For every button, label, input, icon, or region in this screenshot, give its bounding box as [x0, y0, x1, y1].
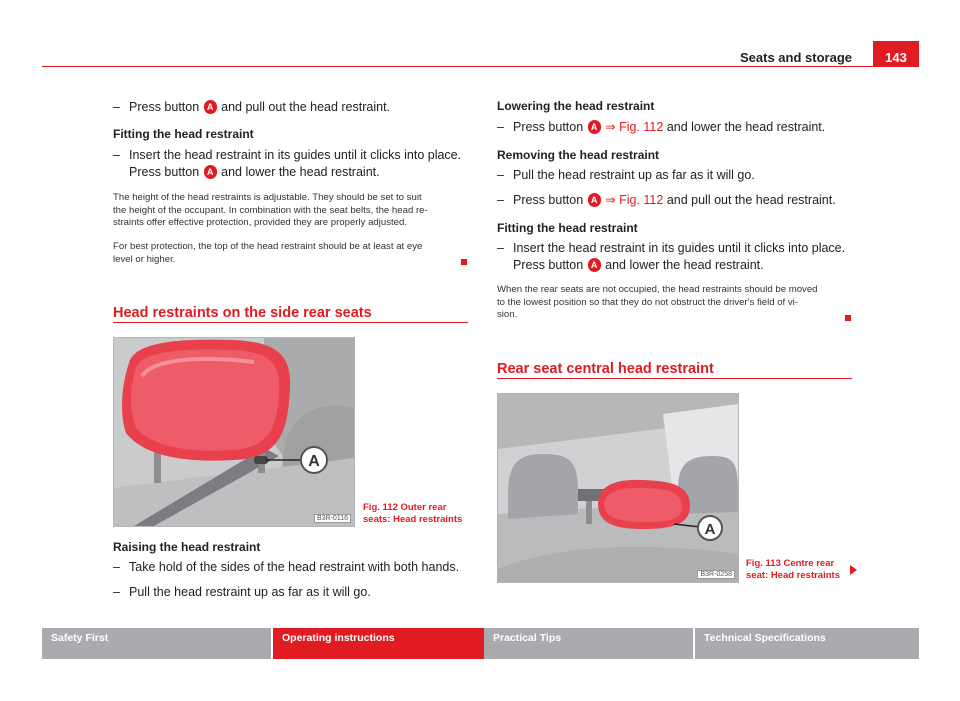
header-rule	[42, 66, 919, 67]
paragraph-line: the height of the occupant. In combination with the seat belts, the head re-	[113, 204, 428, 216]
step-removing-2	[497, 192, 857, 209]
step-dash: –	[113, 100, 120, 114]
figure-code: B3R-0116	[314, 514, 351, 523]
caption-line: Fig. 112 Outer rear	[363, 502, 447, 513]
button-a-marker: A	[588, 193, 601, 207]
paragraph-line: level or higher.	[113, 253, 176, 265]
step-dash: –	[497, 120, 504, 134]
heading-lowering: Lowering the head restraint	[497, 99, 655, 113]
step-text: and pull out the head restraint.	[666, 193, 836, 207]
heading-fitting-left: Fitting the head restraint	[113, 127, 254, 141]
footer-nav	[42, 628, 919, 659]
step-text: and lower the head restraint.	[221, 165, 380, 179]
heading-raising: Raising the head restraint	[113, 540, 261, 554]
figure-112-drawing	[114, 338, 354, 526]
paragraph-line: The height of the head restraints is adjustable. They should be set to suit	[113, 192, 422, 203]
step-text: Pull the head restraint up as far as it will go.	[513, 168, 755, 182]
figure-reference-link[interactable]: ⇒ Fig. 112	[605, 120, 664, 134]
step-removing-1	[497, 167, 857, 184]
section-title-side-rear: Head restraints on the side rear seats	[113, 305, 372, 321]
step-raising-1	[113, 559, 473, 576]
button-a-marker: A	[588, 120, 601, 134]
step-text: Pull the head restraint up as far as it will go.	[129, 585, 371, 599]
step-text: Press button	[129, 100, 200, 114]
step-fitting-right	[497, 240, 857, 274]
caption-line: Fig. 113 Centre rear	[746, 558, 835, 569]
footer-tab-operating-instructions[interactable]: Operating instructions	[273, 628, 492, 659]
figure-112-caption	[363, 502, 462, 526]
step-dash: –	[113, 148, 120, 162]
step-fitting-left	[113, 147, 473, 181]
footer-tab-technical-specifications[interactable]: Technical Specifications	[695, 628, 919, 659]
step-text: Press button	[513, 120, 584, 134]
heading-fitting-right: Fitting the head restraint	[497, 221, 638, 235]
step-dash: –	[113, 560, 120, 574]
step-text: and lower the head restraint.	[605, 258, 764, 272]
footer-tab-practical-tips[interactable]: Practical Tips	[484, 628, 693, 659]
figure-113-caption	[746, 558, 840, 582]
running-header-title: Seats and storage	[740, 50, 852, 65]
step-lowering	[497, 119, 857, 136]
step-text: and lower the head restraint.	[666, 120, 826, 134]
page-number-box: 143	[873, 41, 919, 66]
paragraph-line: to the lowest position so that they do not obstruct the driver's field of vi-	[497, 296, 798, 308]
heading-removing: Removing the head restraint	[497, 148, 660, 162]
section-end-marker	[845, 315, 851, 321]
button-a-marker: A	[588, 258, 601, 272]
button-a-marker: A	[204, 165, 217, 179]
figure-label-a: A	[308, 453, 320, 470]
figure-113-drawing	[498, 394, 738, 582]
step-dash: –	[497, 193, 504, 207]
paragraph-best-protection	[113, 241, 473, 266]
figure-label-a: A	[704, 521, 716, 538]
paragraph-line: When the rear seats are not occupied, the head restraints should be moved	[497, 284, 818, 295]
button-a-marker: A	[204, 100, 217, 114]
continue-arrow-icon	[850, 565, 857, 575]
paragraph-line: straints offer effective protection, provided they are properly adjusted.	[113, 217, 408, 228]
section-title-centre-rear: Rear seat central head restraint	[497, 361, 714, 377]
step-text: Insert the head restraint in its guides until it clicks into place.	[129, 148, 462, 162]
paragraph-line: sion.	[497, 309, 518, 320]
paragraph-unoccupied	[497, 284, 857, 322]
step-text: Take hold of the sides of the head restraint with both hands.	[129, 560, 460, 574]
step-pull-out	[113, 99, 473, 116]
step-text: Insert the head restraint in its guides until it clicks into place.	[513, 241, 846, 255]
figure-code: B3R-0258	[697, 570, 735, 579]
paragraph-line: For best protection, the top of the head restraint should be at least at eye	[113, 241, 423, 252]
step-dash: –	[113, 585, 120, 599]
step-dash: –	[497, 168, 504, 182]
footer-tab-safety-first[interactable]: Safety First	[42, 628, 271, 659]
section-rule	[497, 378, 852, 379]
step-text: Press button	[129, 165, 200, 179]
paragraph-adjustable	[113, 192, 473, 230]
figure-reference-link[interactable]: ⇒ Fig. 112	[605, 193, 664, 207]
step-text: Press button	[513, 193, 584, 207]
step-raising-2	[113, 584, 473, 601]
caption-line: seats: Head restraints	[363, 514, 463, 525]
section-rule	[113, 322, 468, 323]
step-text: Press button	[513, 258, 584, 272]
section-end-marker	[461, 259, 467, 265]
figure-112-illustration	[113, 337, 355, 527]
step-dash: –	[497, 241, 504, 255]
caption-line: seat: Head restraints	[746, 570, 840, 581]
step-text: and pull out the head restraint.	[221, 100, 391, 114]
figure-113-illustration	[497, 393, 739, 583]
